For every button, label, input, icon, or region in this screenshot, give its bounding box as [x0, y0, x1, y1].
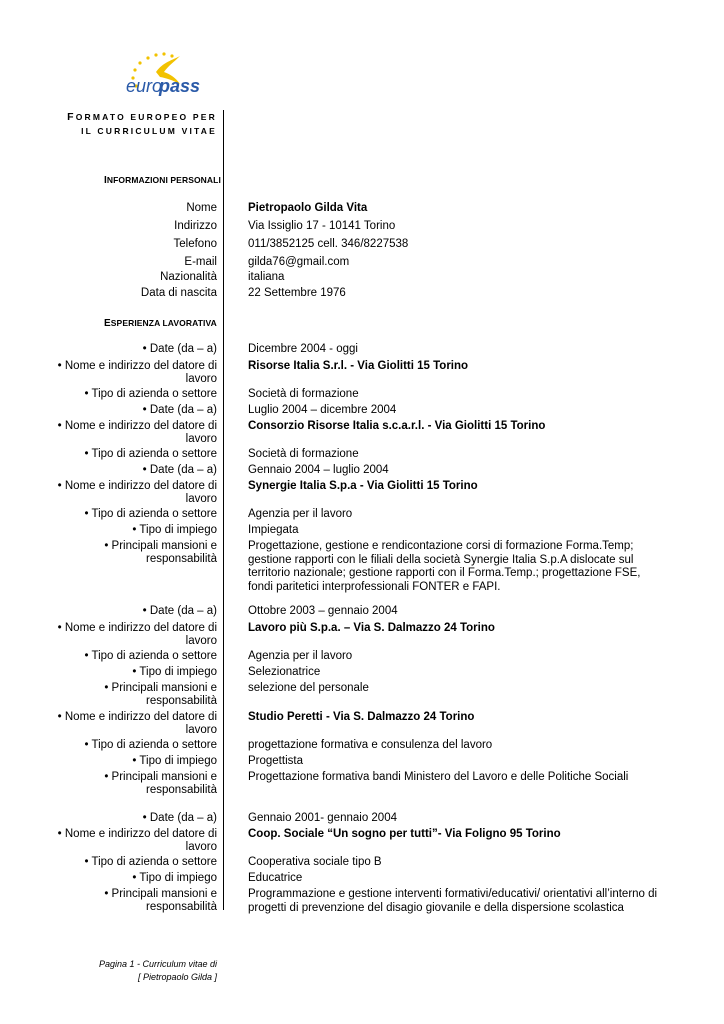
- row-value: Progettista: [248, 755, 303, 767]
- row-label: • Tipo di azienda o settore: [84, 856, 217, 868]
- row-value: Ottobre 2003 – gennaio 2004: [248, 605, 398, 617]
- row-label: • Principali mansioni e responsabilità: [104, 771, 217, 796]
- row-label: • Tipo di impiego: [132, 524, 217, 536]
- row-label: Indirizzo: [174, 220, 217, 232]
- row-label: • Tipo di impiego: [132, 872, 217, 884]
- row-label: • Tipo di azienda o settore: [84, 448, 217, 460]
- row-value: Agenzia per il lavoro: [248, 508, 353, 520]
- row-value: Progettazione, gestione e rendicontazione corsi di formazione Forma.Temp; gestione rapporti con le filiali della società Synergie Italia S.p.A dislocate sul territorio nazionale; gestione rapporti con il Forma.Temp.; progettazione FSE, fondi paritetici interprofessionali FONTER e FAPI.: [248, 540, 641, 593]
- europass-logo: [118, 50, 208, 98]
- logo-euro: euro: [126, 76, 163, 96]
- row-value: Dicembre 2004 - oggi: [248, 343, 358, 355]
- row-label: • Nome e indirizzo del datore di lavoro: [57, 360, 217, 385]
- row-label: • Nome e indirizzo del datore di lavoro: [57, 711, 217, 736]
- row-label: E-mail: [184, 256, 217, 268]
- row-label: • Date (da – a): [142, 605, 217, 617]
- row-label: Nazionalità: [160, 271, 217, 283]
- row-label: • Nome e indirizzo del datore di lavoro: [57, 480, 217, 505]
- row-label: • Principali mansioni e responsabilità: [104, 888, 217, 913]
- row-value: Cooperativa sociale tipo B: [248, 856, 382, 868]
- row-value: italiana: [248, 271, 285, 283]
- row-label: • Principali mansioni e responsabilità: [104, 540, 217, 565]
- row-value: Pietropaolo Gilda Vita: [248, 202, 368, 214]
- row-value: Gennaio 2004 – luglio 2004: [248, 464, 389, 476]
- row-label: • Nome e indirizzo del datore di lavoro: [57, 828, 217, 853]
- row-value: Consorzio Risorse Italia s.c.a.r.l. - Via Giolitti 15 Torino: [248, 420, 546, 432]
- row-value: 011/3852125 cell. 346/8227538: [248, 238, 409, 250]
- row-value: selezione del personale: [248, 682, 369, 694]
- logo-pass: pass: [159, 76, 201, 96]
- row-label: • Date (da – a): [142, 464, 217, 476]
- row-value: Impiegata: [248, 524, 299, 536]
- row-label: • Nome e indirizzo del datore di lavoro: [57, 622, 217, 647]
- row-value: Agenzia per il lavoro: [248, 650, 353, 662]
- column-divider: [223, 110, 224, 910]
- section-work-experience: ESPERIENZA LAVORATIVA: [104, 318, 217, 329]
- document-title: FORMATO EUROPEO PER IL CURRICULUM VITAE: [67, 111, 217, 136]
- row-value: Lavoro più S.p.a. – Via S. Dalmazzo 24 Torino: [248, 622, 495, 634]
- row-value: 22 Settembre 1976: [248, 287, 346, 299]
- row-label: • Tipo di azienda o settore: [84, 508, 217, 520]
- row-label: • Principali mansioni e responsabilità: [104, 682, 217, 707]
- row-label: Data di nascita: [140, 287, 217, 299]
- row-value: Gennaio 2001- gennaio 2004: [248, 812, 397, 824]
- row-value: Progettazione formativa bandi Ministero del Lavoro e delle Politiche Sociali: [248, 771, 629, 783]
- section-personal-info: INFORMAZIONI PERSONALI: [104, 175, 221, 186]
- row-value: Coop. Sociale “Un sogno per tutti”- Via Foligno 95 Torino: [248, 828, 561, 840]
- row-value: Società di formazione: [248, 388, 359, 400]
- row-value: Luglio 2004 – dicembre 2004: [248, 404, 397, 416]
- row-value: Selezionatrice: [248, 666, 321, 678]
- row-label: • Tipo di azienda o settore: [84, 650, 217, 662]
- row-value: Via Issiglio 17 - 10141 Torino: [248, 220, 396, 232]
- row-label: • Date (da – a): [142, 343, 217, 355]
- row-label: • Nome e indirizzo del datore di lavoro: [57, 420, 217, 445]
- row-value: Educatrice: [248, 872, 303, 884]
- row-value: progettazione formativa e consulenza del lavoro: [248, 739, 493, 751]
- row-label: • Tipo di impiego: [132, 755, 217, 767]
- row-label: • Tipo di azienda o settore: [84, 388, 217, 400]
- row-label: • Date (da – a): [142, 812, 217, 824]
- row-value: Studio Peretti - Via S. Dalmazzo 24 Torino: [248, 711, 475, 723]
- row-label: • Date (da – a): [142, 404, 217, 416]
- row-value: Synergie Italia S.p.a - Via Giolitti 15 Torino: [248, 480, 478, 492]
- row-label: • Tipo di impiego: [132, 666, 217, 678]
- row-label: Telefono: [173, 238, 217, 250]
- row-value: Programmazione e gestione interventi formativi/educativi/ orientativi all’interno di progetti di prevenzione del disagio giovanile e della dispersione scolastica: [248, 888, 658, 914]
- page-footer: Pagina 1 - Curriculum vitae di [ Pietropaolo Gilda ]: [98, 959, 217, 982]
- row-label: Nome: [186, 202, 217, 214]
- row-label: • Tipo di azienda o settore: [84, 739, 217, 751]
- row-value: Risorse Italia S.r.l. - Via Giolitti 15 Torino: [248, 360, 469, 372]
- row-value: Società di formazione: [248, 448, 359, 460]
- row-value: gilda76@gmail.com: [248, 256, 350, 268]
